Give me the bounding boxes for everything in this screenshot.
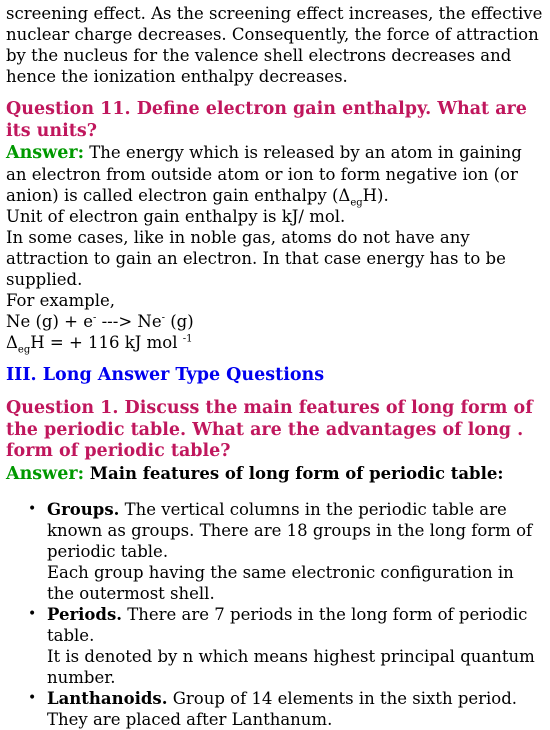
spacer — [6, 353, 544, 365]
equation-pre: Ne (g) + e — [6, 312, 93, 331]
enthalpy-subscript: eg — [17, 344, 31, 356]
item-text: There are 7 periods in the long form of periodic table. — [47, 604, 528, 645]
enthalpy-line — [6, 332, 544, 356]
enthalpy-mid: H = + 116 kJ mol — [30, 333, 183, 352]
answer-label: Answer: — [6, 143, 85, 163]
spacer — [6, 485, 544, 499]
units-line: Unit of electron gain enthalpy is kJ/ mol. — [6, 207, 346, 226]
answer-text: The energy which is released by an atom in gaining an electron from outside atom or ion to form negative ion (or anion) is called electron gain enthalpy (Δ — [6, 143, 522, 205]
equation-post: (g) — [165, 312, 194, 331]
item-term: Groups. — [47, 499, 120, 519]
list-item-periods — [28, 604, 544, 688]
enthalpy-superscript: -1 — [182, 333, 193, 345]
question-11-answer — [6, 142, 544, 209]
answer-subscript: eg — [350, 197, 363, 209]
noble-gas-line: In some cases, like in noble gas, atoms do not have any attraction to gain an electron. In that case energy has to be supplied. — [6, 228, 506, 289]
answer-label: Answer: — [6, 463, 85, 484]
example-label: For example, — [6, 291, 116, 310]
question-1-heading: Question 1. Discuss the main features of long form of the periodic table. What are the advantages of long . form of periodic table? — [6, 398, 533, 461]
item-text: Group of 14 elements in the sixth period. They are placed after Lanthanum. — [47, 688, 518, 729]
spacer — [6, 386, 544, 398]
equation-sup-1: - — [92, 312, 97, 324]
equation-line — [6, 311, 544, 332]
item-text: The vertical columns in the periodic table are known as groups. There are 18 groups in the long form of periodic table. — [47, 499, 533, 561]
section-heading: III. Long Answer Type Questions — [6, 365, 325, 385]
equation-sup-2: - — [161, 312, 165, 324]
enthalpy-pre: Δ — [6, 333, 18, 352]
list-item-lanthanoids — [28, 688, 544, 730]
question-11-heading: Question 11. Define electron gain enthalpy. What are its units? — [6, 99, 527, 141]
question-1-answer — [6, 463, 544, 485]
answer-heading: Main features of long form of periodic table: — [84, 463, 504, 483]
item-extra: Each group having the same electronic configuration in the outermost shell. — [47, 562, 514, 603]
equation-mid: ---> Ne — [96, 312, 162, 331]
item-term: Lanthanoids. — [47, 688, 168, 708]
list-item-groups — [28, 499, 544, 604]
item-extra: It is denoted by n which means highest principal quantum number. — [47, 646, 535, 687]
item-term: Periods. — [47, 604, 122, 624]
intro-paragraph: screening effect. As the screening effect increases, the effective nuclear charge decreases. Consequently, the force of attraction by the nucleus for the valence shell electrons decreases and hence the ionization enthalpy decreases. — [6, 4, 543, 86]
spacer — [6, 87, 544, 99]
features-list — [6, 499, 544, 730]
answer-end: H). — [362, 186, 389, 205]
